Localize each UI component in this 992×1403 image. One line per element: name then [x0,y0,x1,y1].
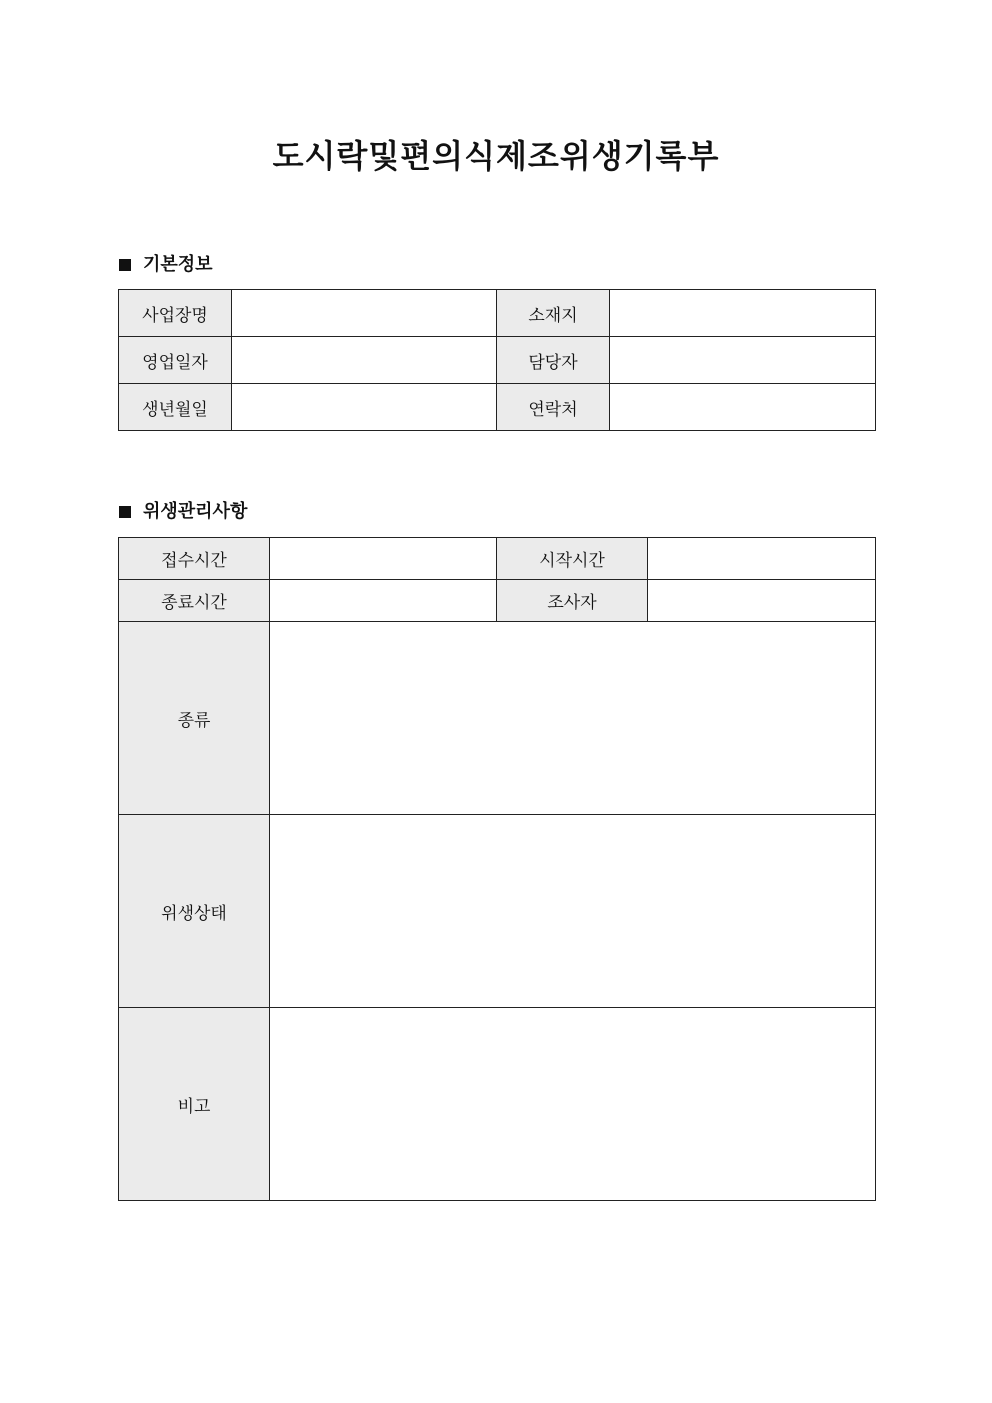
type-field[interactable] [270,622,876,815]
hygiene-heading-text: 위생관리사항 [143,501,248,522]
hygiene-table [118,537,876,1201]
type-label: 종류 [119,622,270,815]
business-name-label: 사업장명 [119,290,232,337]
inspector-label: 조사자 [497,580,648,622]
reception-time-field[interactable] [270,538,497,580]
contact-field[interactable] [610,384,876,431]
remarks-label: 비고 [119,1008,270,1201]
start-time-field[interactable] [648,538,876,580]
hygiene-status-label: 위생상태 [119,815,270,1008]
square-bullet-icon [119,259,131,271]
table-row [119,384,876,431]
manager-label: 담당자 [497,337,610,384]
table-row [119,337,876,384]
location-label: 소재지 [497,290,610,337]
inspector-field[interactable] [648,580,876,622]
remarks-field[interactable] [270,1008,876,1201]
business-date-field[interactable] [232,337,497,384]
birth-date-label: 생년월일 [119,384,232,431]
document-title: 도시락및편의식제조위생기록부 [272,137,720,175]
table-row [119,1008,876,1201]
end-time-field[interactable] [270,580,497,622]
manager-field[interactable] [610,337,876,384]
hygiene-status-field[interactable] [270,815,876,1008]
table-row [119,290,876,337]
birth-date-field[interactable] [232,384,497,431]
table-row [119,580,876,622]
business-date-label: 영업일자 [119,337,232,384]
square-bullet-icon [119,506,131,518]
table-row [119,815,876,1008]
table-row [119,622,876,815]
basic-info-heading-text: 기본정보 [143,254,213,275]
end-time-label: 종료시간 [119,580,270,622]
basic-info-heading [119,253,213,277]
hygiene-heading [119,500,247,524]
start-time-label: 시작시간 [497,538,648,580]
basic-info-table [118,289,876,431]
contact-label: 연락처 [497,384,610,431]
table-row [119,538,876,580]
location-field[interactable] [610,290,876,337]
reception-time-label: 접수시간 [119,538,270,580]
business-name-field[interactable] [232,290,497,337]
